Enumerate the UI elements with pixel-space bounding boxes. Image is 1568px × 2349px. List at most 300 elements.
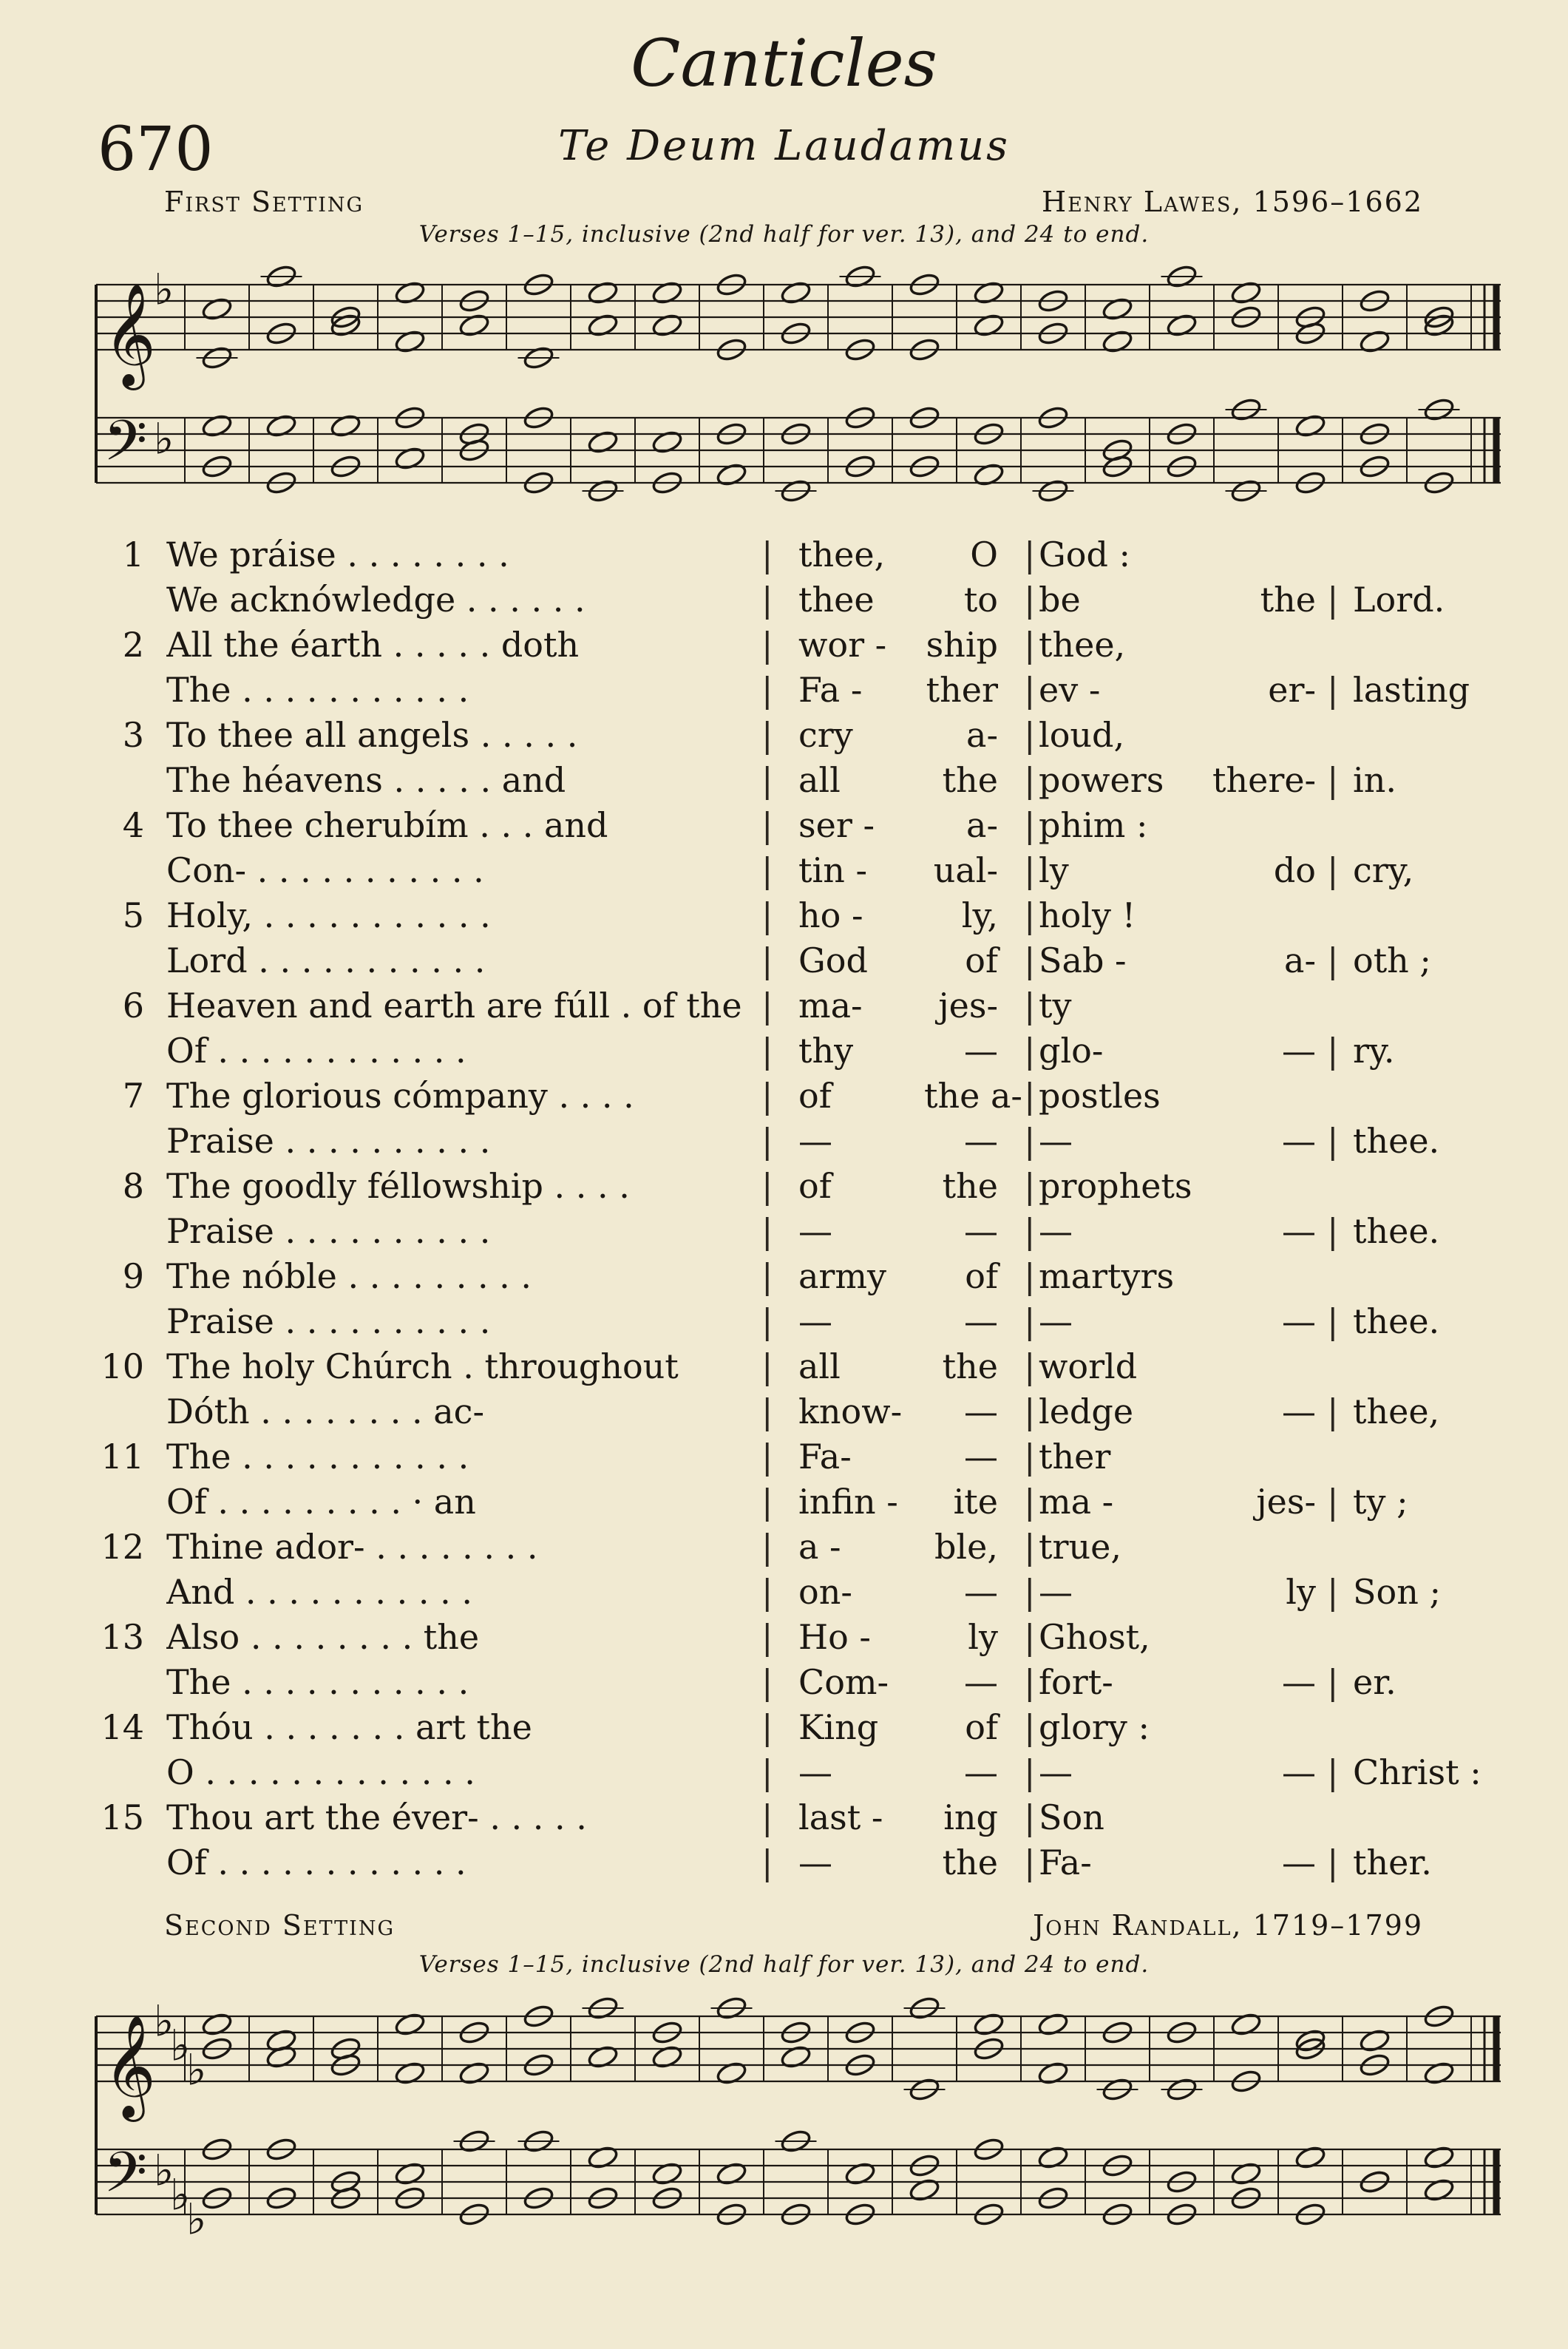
chant-segment: be <box>1039 580 1081 620</box>
chant-segment: thee. <box>1353 1301 1440 1341</box>
pointing-bar: | <box>1327 1572 1339 1612</box>
verse-number: 6 <box>122 986 144 1026</box>
half-note <box>1037 2012 1069 2038</box>
pointing-bar: | <box>1024 1346 1036 1386</box>
half-note <box>587 313 619 339</box>
chant-lead-text: Dóth . . . . . . . . ac- <box>166 1392 484 1431</box>
pointing-bar: | <box>761 895 773 935</box>
chant-line <box>0 1525 1568 1570</box>
chant-segment: Fa - <box>798 670 863 710</box>
chant-line <box>0 1028 1568 1074</box>
chant-segment: Lord. <box>1353 580 1445 620</box>
running-title: Canticles <box>631 25 937 101</box>
pointing-bar: | <box>1327 1752 1339 1792</box>
chant-segment: Son ; <box>1353 1572 1441 1612</box>
chant-lead-text: The holy Chúrch . throughout <box>166 1346 679 1386</box>
pointing-bar: | <box>761 1752 773 1792</box>
chant-lead-text: The nóble . . . . . . . . . <box>166 1256 532 1296</box>
chant-segment: — <box>964 1662 998 1702</box>
pointing-bar: | <box>761 1797 773 1837</box>
pointing-bar: | <box>1024 1031 1036 1071</box>
half-note <box>716 2061 747 2087</box>
pointing-bar: | <box>1024 625 1036 665</box>
chant-segment: jes- <box>1256 1482 1316 1522</box>
verse-number: 9 <box>122 1256 144 1296</box>
chant-segment: all <box>798 760 841 800</box>
half-note <box>394 280 426 306</box>
chant-lead-text: Thou art the éver- . . . . . <box>166 1797 587 1837</box>
half-note <box>973 462 1005 488</box>
half-note <box>651 313 683 339</box>
pointing-bar: | <box>1024 850 1036 890</box>
flat-sign-icon: ♭ <box>154 1996 174 2047</box>
pointing-bar: | <box>1024 1437 1036 1477</box>
pointing-bar: | <box>761 760 773 800</box>
half-note <box>780 2044 812 2070</box>
verse-number: 13 <box>101 1617 144 1657</box>
chant-lead-text: To thee cherubím . . . and <box>166 805 608 845</box>
chant-segment: ty ; <box>1353 1482 1408 1522</box>
chant-lead-text: O . . . . . . . . . . . . . <box>166 1752 475 1792</box>
flat-sign-icon: ♭ <box>186 2044 207 2095</box>
chant-segment: of <box>965 1707 998 1747</box>
chant-segment: glory : <box>1039 1707 1150 1747</box>
half-note <box>651 430 683 455</box>
pointing-bar: | <box>1024 1392 1036 1431</box>
chant-lead-text: All the éarth . . . . . doth <box>166 625 580 665</box>
chant-segment: — <box>1039 1301 1073 1341</box>
chant-lead-text: Holy, . . . . . . . . . . . <box>166 895 491 935</box>
half-note <box>587 2044 619 2070</box>
chant-segment: ser - <box>798 805 875 845</box>
chant-segment: Christ : <box>1353 1752 1482 1792</box>
chant-segment: thy <box>798 1031 854 1071</box>
pointing-bar: | <box>761 1076 773 1116</box>
half-note <box>651 2161 683 2187</box>
verse-number: 3 <box>122 715 144 755</box>
chant-segment: tin - <box>798 850 867 890</box>
chant-segment: lasting <box>1353 670 1470 710</box>
half-note <box>201 2012 233 2038</box>
chant-line <box>0 713 1568 758</box>
chant-segment: the <box>942 1346 998 1386</box>
verse-number: 4 <box>122 805 144 845</box>
chant-lead-text: Heaven and earth are fúll . of the <box>166 986 742 1026</box>
chant-segment: — <box>1282 1662 1316 1702</box>
first-setting-score <box>0 244 1568 525</box>
pointing-bar: | <box>1024 895 1036 935</box>
chant-segment: thee <box>798 580 875 620</box>
half-note <box>394 2012 426 2038</box>
chant-segment: ho - <box>798 895 863 935</box>
chant-segment: do <box>1273 850 1316 890</box>
chant-line <box>0 1795 1568 1840</box>
half-note <box>394 446 426 472</box>
chant-segment: ma - <box>1039 1482 1114 1522</box>
half-note <box>587 2145 619 2171</box>
pointing-bar: | <box>1024 1482 1036 1522</box>
half-note <box>1230 2161 1262 2187</box>
pointing-bar: | <box>1327 670 1339 710</box>
chant-segment: er. <box>1353 1662 1396 1702</box>
pointing-bar: | <box>1024 1572 1036 1612</box>
chant-line <box>0 938 1568 983</box>
chant-segment: — <box>964 1121 998 1161</box>
chant-segment: the <box>1260 580 1316 620</box>
chant-segment: Sab - <box>1039 940 1127 980</box>
chant-segment: Ho - <box>798 1617 871 1657</box>
half-note <box>201 413 233 439</box>
chant-lead-text: To thee all angels . . . . . <box>166 715 578 755</box>
chant-segment: — <box>964 1301 998 1341</box>
chant-line <box>0 1344 1568 1389</box>
half-note <box>973 2012 1005 2038</box>
chant-segment: — <box>1039 1752 1073 1792</box>
pointing-bar: | <box>761 1031 773 1071</box>
half-note <box>587 280 619 306</box>
chant-lead-text: The glorious cómpany . . . . <box>166 1076 634 1116</box>
pointing-bar: | <box>1024 535 1036 574</box>
chant-segment: thee. <box>1353 1211 1440 1251</box>
chant-segment: loud, <box>1039 715 1125 755</box>
half-note <box>973 313 1005 339</box>
chant-segment: — <box>798 1843 832 1882</box>
chant-line <box>0 532 1568 577</box>
half-note <box>1294 413 1326 439</box>
bass-clef-icon: 𝄢 <box>103 408 148 487</box>
chant-lead-text: The héavens . . . . . and <box>166 760 566 800</box>
pointing-bar: | <box>1024 1121 1036 1161</box>
half-note <box>1230 280 1262 306</box>
first-setting-label: First Setting <box>164 186 364 218</box>
pointing-bar: | <box>761 1256 773 1296</box>
chant-line <box>0 1570 1568 1615</box>
chant-segment: ry. <box>1353 1031 1395 1071</box>
pointing-bar: | <box>1327 940 1339 980</box>
pointing-bar: | <box>1024 760 1036 800</box>
half-note <box>201 296 233 322</box>
pointing-bar: | <box>1024 805 1036 845</box>
chant-segment: cry, <box>1353 850 1414 890</box>
verse-number: 15 <box>101 1797 144 1837</box>
pointing-bar: | <box>1024 1617 1036 1657</box>
chant-line <box>0 803 1568 848</box>
pointing-bar: | <box>761 715 773 755</box>
chant-line <box>0 1254 1568 1299</box>
pointing-bar: | <box>761 1437 773 1477</box>
chant-lead-text: Thóu . . . . . . . art the <box>166 1707 532 1747</box>
chant-lead-text: Praise . . . . . . . . . . <box>166 1121 491 1161</box>
pointing-bar: | <box>1024 1166 1036 1206</box>
flat-sign-icon: ♭ <box>154 413 174 464</box>
pointing-bar: | <box>761 850 773 890</box>
chant-segment: in. <box>1353 760 1396 800</box>
chant-segment: ite <box>953 1482 998 1522</box>
chant-segment: ev - <box>1039 670 1101 710</box>
chant-segment: — <box>964 1031 998 1071</box>
chant-segment: postles <box>1039 1076 1161 1116</box>
pointing-bar: | <box>1024 1707 1036 1747</box>
chant-segment: — <box>1282 1211 1316 1251</box>
chant-segment: King <box>798 1707 879 1747</box>
verse-number: 7 <box>122 1076 144 1116</box>
half-note <box>1423 2177 1455 2203</box>
chant-segment: ly <box>968 1617 998 1657</box>
chant-lead-text: We práise . . . . . . . . <box>166 535 509 574</box>
half-note <box>587 430 619 455</box>
pointing-bar: | <box>1024 1797 1036 1837</box>
chant-segment: world <box>1039 1346 1138 1386</box>
half-note <box>1359 2028 1391 2054</box>
pointing-bar: | <box>761 940 773 980</box>
second-setting-verses-note: Verses 1–15, inclusive (2nd half for ver. 13), and 24 to end. <box>418 1951 1150 1978</box>
pointing-bar: | <box>761 580 773 620</box>
chant-lead-text: Praise . . . . . . . . . . <box>166 1301 491 1341</box>
chant-segment: — <box>1282 1301 1316 1341</box>
pointing-bar: | <box>1024 1301 1036 1341</box>
half-note <box>330 413 362 439</box>
pointing-bar: | <box>1024 1752 1036 1792</box>
chant-segment: — <box>1039 1572 1073 1612</box>
chant-line <box>0 1750 1568 1795</box>
flat-sign-icon: ♭ <box>154 2145 174 2196</box>
chant-segment: last - <box>798 1797 883 1837</box>
chant-segment: the <box>942 1843 998 1882</box>
chant-segment: the <box>942 760 998 800</box>
pointing-bar: | <box>761 1482 773 1522</box>
chant-segment: of <box>965 1256 998 1296</box>
chant-segment: a- <box>1284 940 1316 980</box>
chant-segment: jes- <box>938 986 998 1026</box>
chant-segment: — <box>1039 1211 1073 1251</box>
chant-segment: — <box>964 1437 998 1477</box>
half-note <box>458 313 490 339</box>
chant-segment: — <box>798 1211 832 1251</box>
pointing-bar: | <box>1327 1301 1339 1341</box>
chant-line <box>0 1615 1568 1660</box>
chant-segment: ly <box>1286 1572 1316 1612</box>
pointing-bar: | <box>1327 1392 1339 1431</box>
chant-segment: ther <box>926 670 998 710</box>
pointing-bar: | <box>1327 1031 1339 1071</box>
pointing-bar: | <box>1327 1662 1339 1702</box>
chant-lead-text: The goodly féllowship . . . . <box>166 1166 630 1206</box>
chant-line <box>0 1705 1568 1750</box>
half-note <box>1359 329 1391 355</box>
chant-segment: er- <box>1268 670 1316 710</box>
pointing-bar: | <box>1024 1843 1036 1882</box>
chant-segment: a- <box>966 715 998 755</box>
chant-segment: Com- <box>798 1662 889 1702</box>
chant-segment: of <box>798 1166 832 1206</box>
verse-number: 2 <box>122 625 144 665</box>
chant-segment: — <box>1039 1121 1073 1161</box>
chant-segment: — <box>1282 1392 1316 1431</box>
half-note <box>1037 2145 1069 2171</box>
chant-segment: — <box>798 1121 832 1161</box>
chant-segment: all <box>798 1346 841 1386</box>
chant-segment: ly, <box>961 895 998 935</box>
pointing-bar: | <box>1024 1211 1036 1251</box>
chant-line <box>0 623 1568 668</box>
chant-segment: ing <box>943 1797 998 1837</box>
pointing-bar: | <box>761 1572 773 1612</box>
chant-segment: — <box>964 1752 998 1792</box>
chant-line <box>0 1299 1568 1344</box>
chant-lead-text: Thine ador- . . . . . . . . <box>166 1527 538 1567</box>
chant-lead-text: Praise . . . . . . . . . . <box>166 1211 491 1251</box>
second-setting-composer: John Randall, 1719–1799 <box>1033 1909 1423 1942</box>
half-note <box>394 2161 426 2187</box>
chant-segment: of <box>965 940 998 980</box>
pointing-bar: | <box>761 1527 773 1567</box>
chant-segment: God : <box>1039 535 1131 574</box>
pointing-bar: | <box>1327 1121 1339 1161</box>
chant-lead-text: The . . . . . . . . . . . <box>166 670 469 710</box>
chant-segment: know- <box>798 1392 903 1431</box>
pointing-bar: | <box>1024 715 1036 755</box>
chant-segment: a - <box>798 1527 841 1567</box>
chant-segment: infin - <box>798 1482 898 1522</box>
chant-segment: — <box>1282 1752 1316 1792</box>
chant-line <box>0 758 1568 803</box>
second-setting-score <box>0 1976 1568 2257</box>
pointing-bar: | <box>1024 670 1036 710</box>
second-setting-label: Second Setting <box>164 1909 396 1942</box>
flat-sign-icon: ♭ <box>154 264 174 315</box>
pointing-bar: | <box>1024 1256 1036 1296</box>
chant-lead-text: The . . . . . . . . . . . <box>166 1662 469 1702</box>
treble-clef-icon: 𝄞 <box>103 2015 156 2118</box>
pointing-bar: | <box>761 1346 773 1386</box>
chant-segment: oth ; <box>1353 940 1431 980</box>
chant-segment: thee. <box>1353 1121 1440 1161</box>
bass-clef-icon: 𝄢 <box>103 2140 148 2219</box>
verse-number: 11 <box>101 1437 144 1477</box>
half-note <box>651 280 683 306</box>
chant-segment: Fa- <box>798 1437 852 1477</box>
flat-sign-icon: ♭ <box>186 2194 207 2245</box>
chant-line <box>0 1119 1568 1164</box>
chant-line <box>0 1434 1568 1479</box>
chant-segment: of <box>798 1076 832 1116</box>
pointing-bar: | <box>761 1843 773 1882</box>
chant-segment: the a- <box>924 1076 1022 1116</box>
verse-number: 10 <box>101 1346 144 1386</box>
pointing-bar: | <box>1024 1527 1036 1567</box>
chant-segment: — <box>1282 1121 1316 1161</box>
pointing-bar: | <box>761 1301 773 1341</box>
chant-line <box>0 1479 1568 1525</box>
chant-lead-text: Of . . . . . . . . . · an <box>166 1482 476 1522</box>
pointing-bar: | <box>761 1211 773 1251</box>
chant-segment: — <box>964 1211 998 1251</box>
chant-segment: a- <box>966 805 998 845</box>
pointing-bar: | <box>1024 986 1036 1026</box>
chant-segment: phim : <box>1039 805 1148 845</box>
pointing-bar: | <box>761 1662 773 1702</box>
chant-segment: powers <box>1039 760 1164 800</box>
pointing-bar: | <box>1024 580 1036 620</box>
chant-lead-text: Of . . . . . . . . . . . . <box>166 1031 466 1071</box>
pointing-bar: | <box>1327 1843 1339 1882</box>
flat-sign-icon: ♭ <box>170 2169 191 2220</box>
chant-segment: cry <box>798 715 853 755</box>
half-note <box>716 462 747 488</box>
chant-line <box>0 1660 1568 1705</box>
pointing-bar: | <box>761 986 773 1026</box>
chant-segment: ty <box>1039 986 1072 1026</box>
chant-line <box>0 893 1568 938</box>
chant-segment: — <box>798 1752 832 1792</box>
pointing-bar: | <box>761 625 773 665</box>
chant-lead-text: And . . . . . . . . . . . <box>166 1572 472 1612</box>
chant-segment: true, <box>1039 1527 1121 1567</box>
chant-segment: thee, <box>1039 625 1126 665</box>
pointing-bar: | <box>761 1392 773 1431</box>
chant-segment: prophets <box>1039 1166 1192 1206</box>
half-note <box>1423 2145 1455 2171</box>
flat-sign-icon: ♭ <box>170 2020 191 2071</box>
half-note <box>973 280 1005 306</box>
chant-segment: God <box>798 940 868 980</box>
chant-line <box>0 577 1568 623</box>
chant-segment: ly <box>1039 850 1069 890</box>
chant-lead-text: We acknówledge . . . . . . <box>166 580 586 620</box>
chant-segment: — <box>798 1301 832 1341</box>
chant-segment: thee, <box>798 535 886 574</box>
pointing-bar: | <box>1327 760 1339 800</box>
half-note <box>394 2061 426 2087</box>
chant-line <box>0 1840 1568 1885</box>
chant-segment: — <box>1282 1843 1316 1882</box>
chant-segment: Fa- <box>1039 1843 1092 1882</box>
chant-segment: ther. <box>1353 1843 1432 1882</box>
pointing-bar: | <box>761 1617 773 1657</box>
pointing-bar: | <box>1327 1211 1339 1251</box>
pointing-bar: | <box>1327 1482 1339 1522</box>
chant-segment: Son <box>1039 1797 1104 1837</box>
chant-lead-text: Also . . . . . . . . the <box>166 1617 480 1657</box>
verse-number: 1 <box>122 535 144 574</box>
hymn-title: Te Deum Laudamus <box>558 122 1010 170</box>
pointing-bar: | <box>1024 940 1036 980</box>
half-note <box>1102 296 1133 322</box>
pointing-bar: | <box>761 1166 773 1206</box>
hymn-number: 670 <box>98 115 214 185</box>
half-note <box>780 280 812 306</box>
chant-segment: ual- <box>933 850 998 890</box>
chant-line <box>0 1209 1568 1254</box>
chant-segment: holy ! <box>1039 895 1136 935</box>
chant-line <box>0 1389 1568 1434</box>
verse-number: 12 <box>101 1527 144 1567</box>
pointing-bar: | <box>761 805 773 845</box>
half-note <box>1037 2061 1069 2087</box>
half-note <box>716 2161 747 2187</box>
chant-segment: ship <box>926 625 998 665</box>
pointing-bar: | <box>1327 850 1339 890</box>
half-note <box>1230 2012 1262 2038</box>
chant-segment: wor - <box>798 625 887 665</box>
half-note <box>1294 2145 1326 2171</box>
half-note <box>265 413 297 439</box>
chant-segment: thee, <box>1353 1392 1440 1431</box>
half-note <box>651 2044 683 2070</box>
half-note <box>909 2177 940 2203</box>
chant-segment: Ghost, <box>1039 1617 1150 1657</box>
pointing-bar: | <box>761 670 773 710</box>
